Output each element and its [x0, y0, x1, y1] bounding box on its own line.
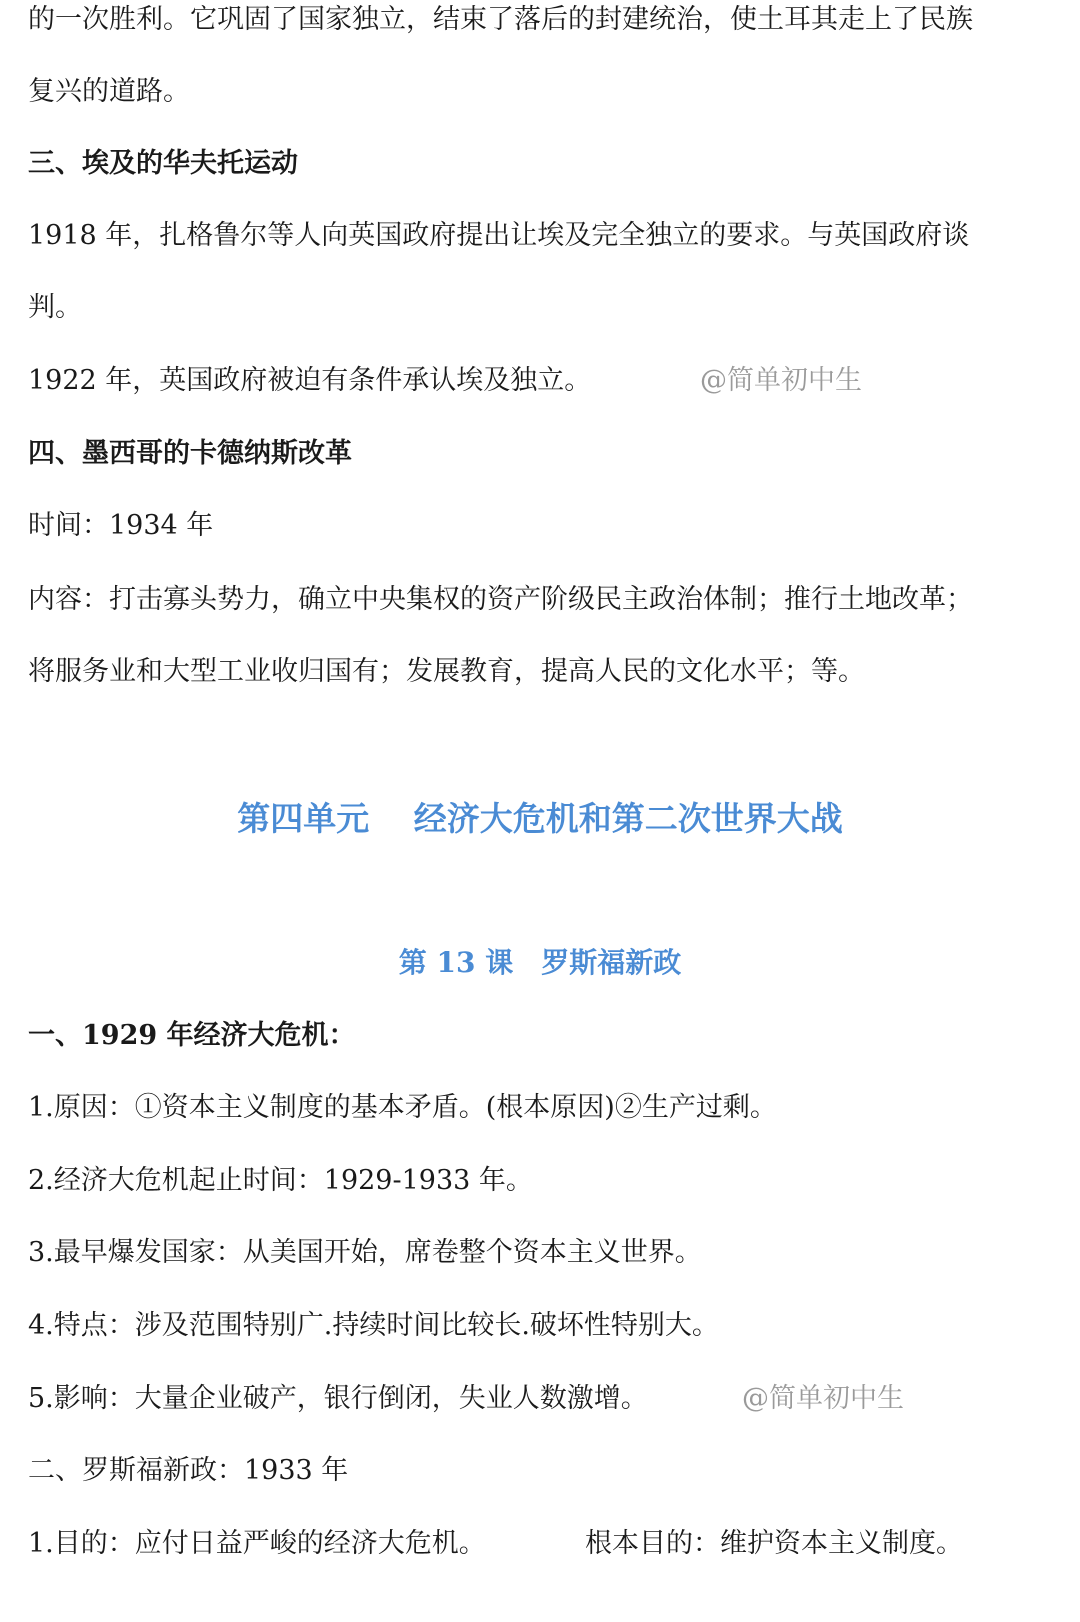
text-line: 二、罗斯福新政：1933 年 — [28, 1455, 349, 1486]
text-line: 判。 — [28, 292, 82, 323]
text-line: 将服务业和大型工业收归国有；发展教育，提高人民的文化水平；等。 — [28, 656, 865, 687]
text-line: 复兴的道路。 — [28, 76, 190, 107]
text-line: 1918 年，扎格鲁尔等人向英国政府提出让埃及完全独立的要求。与英国政府谈 — [28, 220, 970, 251]
text-line: 1922 年，英国政府被迫有条件承认埃及独立。 — [28, 365, 592, 396]
section-heading: 四、墨西哥的卡德纳斯改革 — [28, 438, 352, 469]
text-line: 5.影响：大量企业破产，银行倒闭，失业人数激增。 — [28, 1383, 648, 1414]
text-line: 内容：打击寡头势力，确立中央集权的资产阶级民主政治体制；推行土地改革； — [28, 584, 973, 615]
text-line: 时间：1934 年 — [28, 510, 214, 541]
text-line: 2.经济大危机起止时间：1929-1933 年。 — [28, 1165, 533, 1196]
text-line: 的一次胜利。它巩固了国家独立，结束了落后的封建统治，使土耳其走上了民族 — [28, 4, 973, 35]
unit-title: 第四单元 经济大危机和第二次世界大战 — [237, 799, 843, 838]
watermark: @简单初中生 — [742, 1383, 904, 1414]
text-line: 4.特点：涉及范围特别广.持续时间比较长.破坏性特别大。 — [28, 1310, 719, 1341]
text-line: 1.目的：应付日益严峻的经济大危机。 — [28, 1528, 486, 1559]
text-line: 根本目的：维护资本主义制度。 — [585, 1528, 963, 1559]
section-heading: 三、埃及的华夫托运动 — [28, 148, 298, 179]
section-heading: 一、1929 年经济大危机： — [28, 1020, 356, 1051]
text-line: 1.原因：①资本主义制度的基本矛盾。(根本原因)②生产过剩。 — [28, 1092, 777, 1123]
text-line: 3.最早爆发国家：从美国开始，席卷整个资本主义世界。 — [28, 1237, 702, 1268]
lesson-title: 第 13 课 罗斯福新政 — [398, 946, 682, 979]
watermark: @简单初中生 — [700, 365, 862, 396]
